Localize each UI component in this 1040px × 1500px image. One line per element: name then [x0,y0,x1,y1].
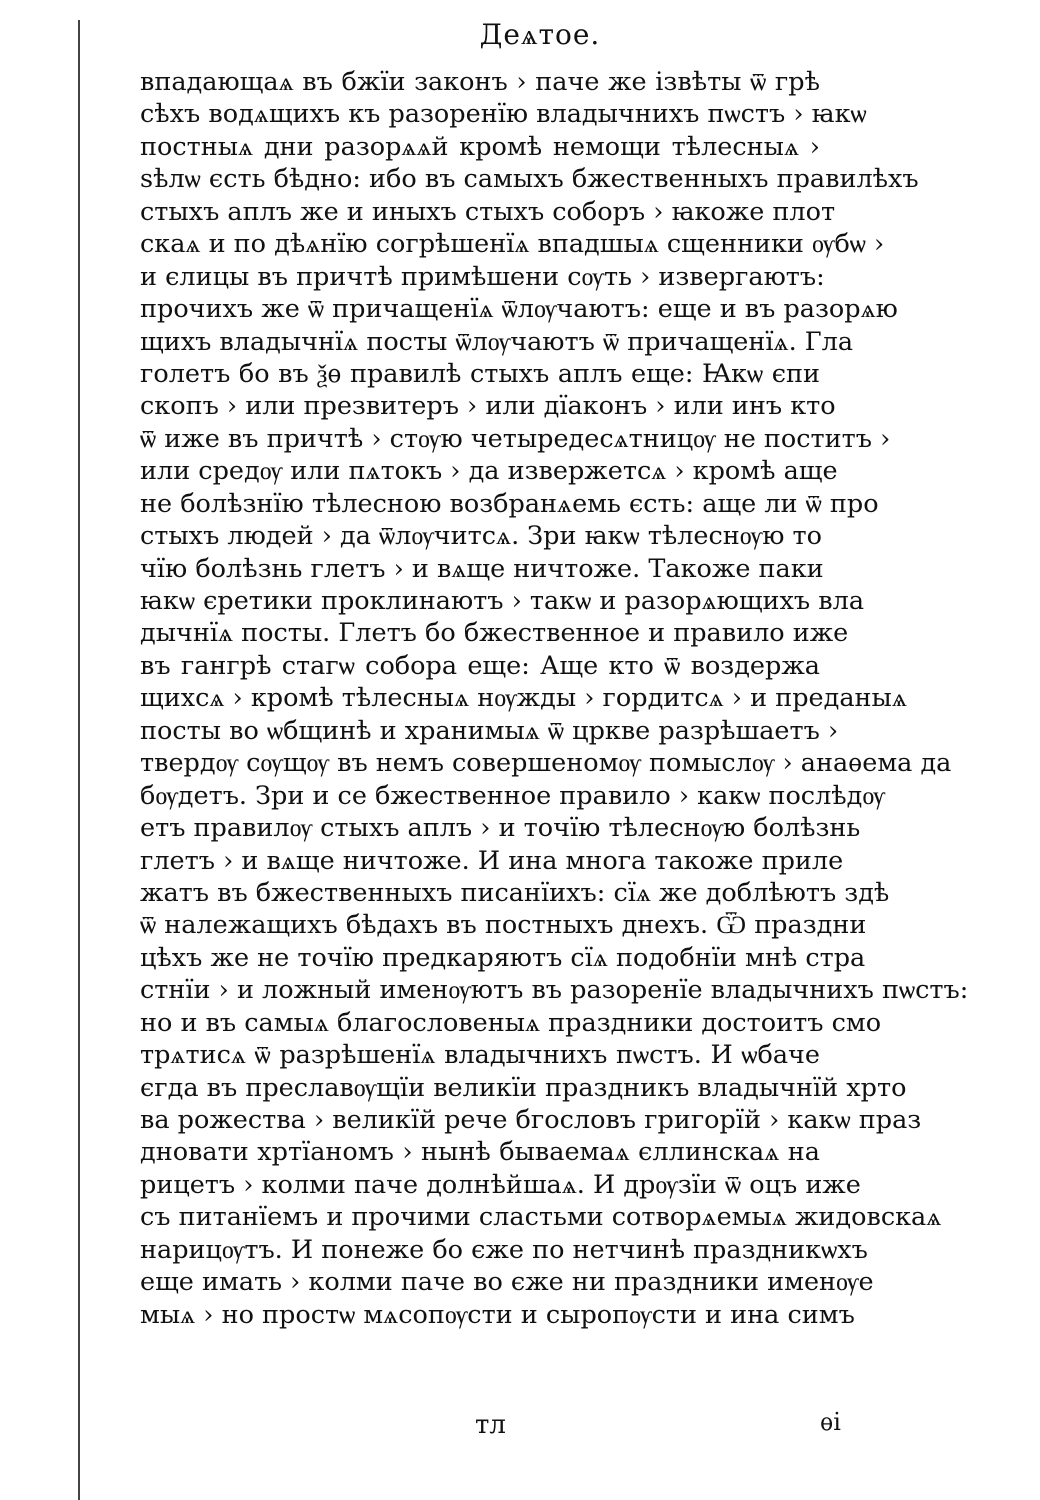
text-line: дновати хртїаномъ › нынѣ бываемаѧ єллинскаѧ на [140,1137,820,1168]
signature-mark: тл [475,1410,506,1440]
text-line: рицетъ › колми паче долнѣйшаѧ. И дрѹзїи ѿ оцъ иже [140,1169,861,1200]
text-line: ѿ иже въ причтѣ › стѹю четыредесѧтницѹ не поститъ › [140,423,891,454]
text-line: впадающаѧ въ бжїи законъ › паче же ізвѣты ѿ грѣ [140,67,820,97]
text-line: твердѹ сѹщѹ въ немъ совершеномѹ помыслѹ › анаѳема да [140,748,952,779]
text-line: ѕѣлѡ єсть бѣдно: ибо въ самыхъ бжественныхъ правилѣхъ [140,164,919,195]
page-header-title: Деѧтое. [479,18,601,51]
text-line: трѧтисѧ ѿ разрѣшенїѧ владычнихъ пѡстъ. И ѡбаче [140,1040,820,1071]
text-line: ѿ належащихъ бѣдахъ въ постныхъ днехъ. Ѿ праздни [140,910,867,941]
text-line: или средѹ или пѧтокъ › да извержетсѧ › кромѣ аще [140,456,838,487]
text-line: скопъ › или презвитеръ › или дїаконъ › или инъ кто [140,391,836,422]
text-line: цѣхъ же не точїю предкаряютъ сїѧ подобнїи мнѣ стра [140,942,866,973]
text-line: жатъ въ бжественныхъ писанїихъ: сїѧ же доблѣютъ здѣ [140,877,890,908]
text-line: нарицѹтъ. И понеже бо єже по нетчинѣ праздникѡхъ [140,1234,868,1265]
text-line: съ питанїемъ и прочими сластьми сотворѧемыѧ жидовскаѧ [140,1202,942,1233]
text-line: стыхъ аплъ же и иныхъ стыхъ соборъ › ꙗкоже плот [140,196,836,227]
text-line: еще имать › колми паче во єже ни праздники именѹе [140,1267,874,1298]
text-line: скаѧ и по дѣѧнїю согрѣшенїѧ впадшыѧ сщенники ѹбѡ › [140,229,885,260]
text-line: етъ правилѹ стыхъ аплъ › и точїю тѣлеснѹю болѣзнь [140,813,861,844]
text-line: дычнїѧ посты. Глетъ бо бжественное и правило иже [140,618,849,649]
text-line: въ гангрѣ стагѡ собора еще: Аще кто ѿ воздержа [140,650,820,681]
body-text-block [140,66,969,1331]
text-line: стнїи › и ложный именѹютъ въ разоренїе владычнихъ пѡстъ: [140,975,969,1006]
text-line: чїю болѣзнь глетъ › и вѧще ничтоже. Такоже паки [140,553,824,584]
text-line: не болѣзнїю тѣлесною возбранѧемь єсть: аще ли ѿ про [140,488,879,519]
folio-number: ѳі [820,1408,841,1436]
text-line: глетъ › и вѧще ничтоже. И ина многа такоже приле [140,845,844,876]
text-line: ва рожества › великїй рече бгословъ григорїй › какѡ праз [140,1105,922,1135]
text-line: но и въ самыѧ благословеныѧ праздники достоитъ смо [140,1007,882,1038]
text-line: посты во ѡбщинѣ и хранимыѧ ѿ цркве разрѣшаетъ › [140,715,839,746]
text-line: єгда въ преславѹщїи великїи праздникъ владычнїй хрто [140,1072,907,1103]
text-line: ꙗкѡ єретики проклинаютъ › такѡ и разорѧющихъ вла [140,586,865,616]
text-line: мыѧ › но простѡ мѧсопѹсти и сыропѹсти и ина симъ [140,1299,855,1330]
text-line: щихсѧ › кромѣ тѣлесныѧ нѹжды › гордитсѧ › и преданыѧ [140,683,907,714]
text-line: и єлицы въ причтѣ примѣшени сѹть › извергаютъ: [140,261,825,292]
text-line: бѹдетъ. Зри и се бжественное правило › какѡ послѣдѹ [140,780,885,811]
text-line: прочихъ же ѿ причащенїѧ ѿлѹчаютъ: еще и въ разорѧю [140,294,898,325]
text-line: щихъ владычнїѧ посты ѿлѹчаютъ ѿ причащенїѧ. Гла [140,326,854,357]
text-line: сѣхъ водѧщихъ къ разоренїю владычнихъ пѡстъ › ꙗкѡ [140,99,867,130]
text-line: голетъ бо въ ѯѳ правилѣ стыхъ аплъ еще: Ꙗкѡ єпи [140,358,820,389]
text-line: стыхъ людей › да ѿлѹчитсѧ. Зри ꙗкѡ тѣлеснѹю то [140,521,822,552]
text-line: постныѧ дни разорѧѧй кромѣ немощи тѣлесныѧ › [140,131,820,162]
page-margin-rule [78,20,80,1500]
